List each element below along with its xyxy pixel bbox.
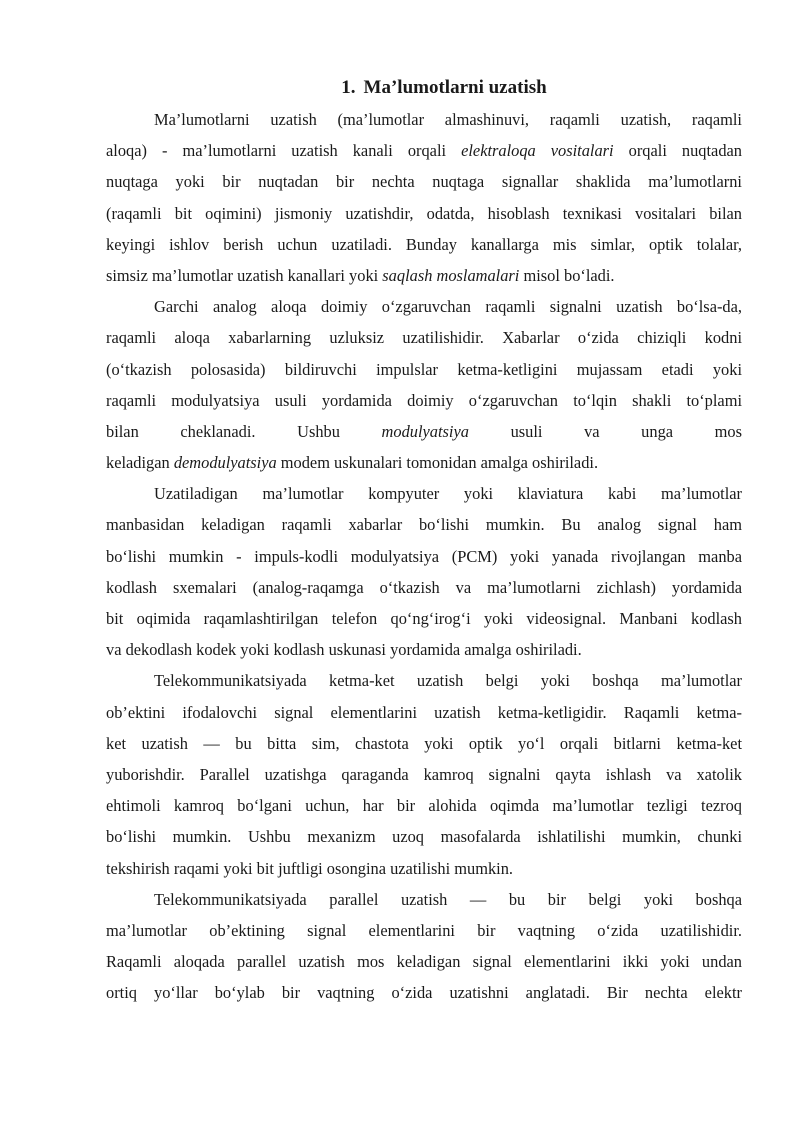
paragraph bbox=[106, 104, 742, 291]
section-title-text: Ma’lumotlarni uzatish bbox=[363, 77, 547, 98]
text-run: yuborishdir. Parallel uzatishga qaraganda kamroq signalni qayta ishlash va xatolik bbox=[106, 764, 742, 784]
text-line bbox=[106, 977, 742, 1008]
text-run: tekshirish raqami yoki bit juftligi osongina uzatilishi mumkin. bbox=[106, 858, 513, 878]
text-line bbox=[106, 884, 742, 915]
text-line bbox=[106, 603, 742, 634]
text-run: Ma’lumotlarni uzatish (ma’lumotlar almashinuvi, raqamli uzatish, raqamli bbox=[154, 110, 742, 129]
text-run: raqamli aloqa xabarlarning uzluksiz uzatilishidir. Xabarlar o‘zida chiziqli kodni bbox=[106, 328, 742, 348]
text-run: usuli va unga mos bbox=[468, 421, 742, 441]
text-run: raqamli modulyatsiya usuli yordamida doimiy o‘zgaruvchan to‘lqin shakli to‘plami bbox=[106, 390, 742, 410]
text-run: va dekodlash kodek yoki kodlash uskunasi yordamida amalga oshiriladi. bbox=[106, 640, 582, 660]
text-line bbox=[106, 322, 742, 353]
text-run: orqali nuqtadan bbox=[613, 141, 742, 161]
text-line bbox=[106, 790, 742, 821]
text-line bbox=[106, 946, 742, 977]
text-run: kodlash sxemalari (analog-raqamga o‘tkazish va ma’lumotlarni zichlash) yordamida bbox=[106, 577, 742, 597]
italic-term: modulyatsiya bbox=[381, 421, 469, 441]
text-line bbox=[106, 135, 742, 166]
text-line bbox=[106, 229, 742, 260]
text-line bbox=[106, 509, 742, 540]
text-run: Telekommunikatsiyada parallel uzatish — bu bir belgi yoki boshqa bbox=[154, 889, 742, 909]
text-line bbox=[106, 634, 742, 665]
text-line bbox=[106, 541, 742, 572]
text-line bbox=[106, 728, 742, 759]
paragraph bbox=[106, 884, 742, 1009]
italic-term: elektraloqa vositalari bbox=[461, 141, 614, 161]
paragraph bbox=[106, 291, 742, 478]
text-line bbox=[106, 385, 742, 416]
text-line bbox=[106, 260, 742, 291]
document-body bbox=[106, 76, 742, 1008]
text-run: aloqa) - ma’lumotlarni uzatish kanali orqali bbox=[106, 141, 462, 161]
text-run: bo‘lishi mumkin - impuls-kodli modulyatsiya (PCM) yoki yanada rivojlangan manba bbox=[106, 546, 742, 566]
paragraph bbox=[106, 665, 742, 883]
text-run: manbasidan keladigan raqamli xabarlar bo‘lishi mumkin. Bu analog signal ham bbox=[106, 515, 742, 535]
text-line bbox=[106, 291, 742, 322]
text-run: bit oqimida raqamlashtirilgan telefon qo‘ng‘irog‘i yoki videosignal. Manbani kodlash bbox=[106, 609, 742, 628]
text-run: ket uzatish — bu bitta sim, chastota yoki optik yo‘l orqali bitlarni ketma-ket bbox=[106, 733, 742, 753]
text-line bbox=[106, 416, 742, 447]
text-run: ortiq yo‘llar bo‘ylab bir vaqtning o‘zida uzatishni anglatadi. Bir nechta elektr bbox=[106, 983, 742, 1003]
italic-term: demodulyatsiya bbox=[173, 453, 277, 473]
text-run: Uzatiladigan ma’lumotlar kompyuter yoki klaviatura kabi ma’lumotlar bbox=[154, 484, 742, 504]
text-run: (o‘tkazish polosasida) bildiruvchi impulslar ketma-ketligini mujassam etadi yoki bbox=[106, 359, 742, 379]
section-title bbox=[106, 76, 742, 100]
text-run: Raqamli aloqada parallel uzatish mos keladigan signal elementlarini ikki yoki undan bbox=[106, 952, 742, 972]
text-run: Telekommunikatsiyada ketma-ket uzatish belgi yoki boshqa ma’lumotlar bbox=[154, 671, 742, 691]
text-run: keladigan bbox=[106, 453, 174, 473]
paragraph bbox=[106, 478, 742, 665]
text-run: misol bo‘ladi. bbox=[519, 265, 615, 285]
text-line bbox=[106, 198, 742, 229]
text-run: keyingi ishlov berish uchun uzatiladi. Bunday kanallarga mis simlar, optik tolalar, bbox=[106, 234, 742, 254]
text-run: ma’lumotlar ob’ektining signal elementlarini bir vaqtning o‘zida uzatilishidir. bbox=[106, 920, 742, 940]
text-line bbox=[106, 821, 742, 852]
italic-term: saqlash moslamalari bbox=[382, 265, 520, 285]
text-run: ehtimoli kamroq bo‘lgani uchun, har bir alohida oqimda ma’lumotlar tezligi tezroq bbox=[106, 796, 742, 816]
text-run: simsiz ma’lumotlar uzatish kanallari yoki bbox=[106, 265, 383, 285]
text-line bbox=[106, 104, 742, 135]
text-line bbox=[106, 354, 742, 385]
text-run: ob’ektini ifodalovchi signal elementlarini uzatish ketma-ketligidir. Raqamli ketma- bbox=[106, 702, 742, 722]
text-run: nuqtaga yoki bir nuqtadan bir nechta nuqtaga signallar shaklida ma’lumotlarni bbox=[106, 172, 742, 192]
text-line bbox=[106, 166, 742, 197]
paragraph-list bbox=[106, 104, 742, 1008]
text-line bbox=[106, 853, 742, 884]
text-line bbox=[106, 915, 742, 946]
text-line bbox=[106, 697, 742, 728]
text-run: bilan cheklanadi. Ushbu bbox=[106, 421, 382, 441]
text-run: bo‘lishi mumkin. Ushbu mexanizm uzoq masofalarda ishlatilishi mumkin, chunki bbox=[106, 827, 742, 847]
text-line bbox=[106, 665, 742, 696]
text-line bbox=[106, 478, 742, 509]
text-line bbox=[106, 759, 742, 790]
text-line bbox=[106, 572, 742, 603]
text-run: (raqamli bit oqimini) jismoniy uzatishdir, odatda, hisoblash texnikasi vositalari bilan bbox=[106, 203, 742, 223]
section-number: 1. bbox=[341, 77, 356, 98]
text-run: Garchi analog aloqa doimiy o‘zgaruvchan raqamli signalni uzatish bo‘lsa-da, bbox=[154, 297, 742, 317]
text-line bbox=[106, 447, 742, 478]
text-run: modem uskunalari tomonidan amalga oshiriladi. bbox=[276, 453, 599, 473]
